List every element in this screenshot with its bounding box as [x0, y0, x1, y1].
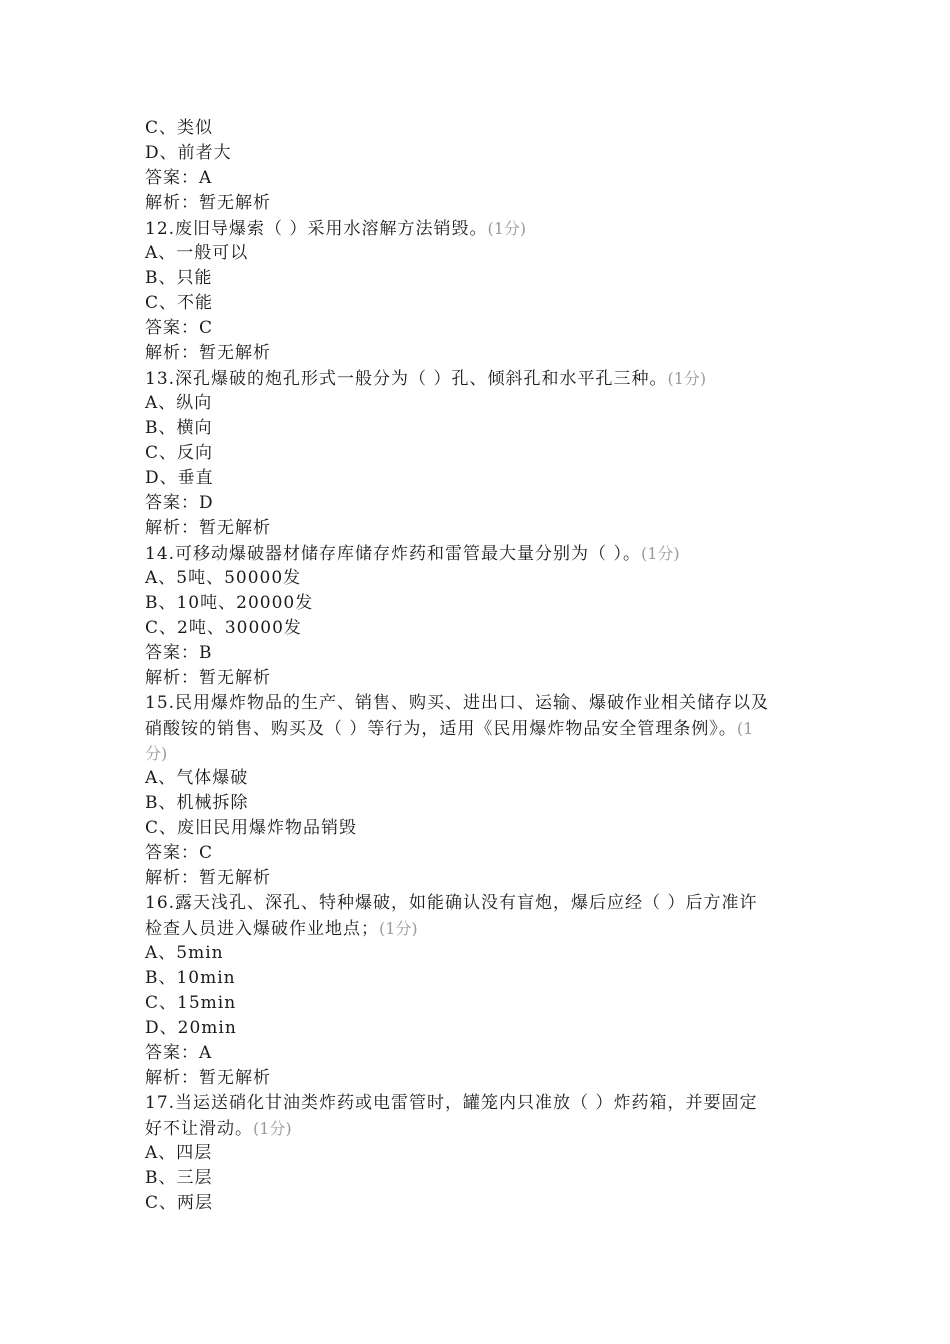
- option-a: A、纵向: [145, 393, 213, 413]
- option-d: D、20min: [145, 1018, 237, 1038]
- question-stem: [145, 216, 810, 241]
- option-c: C、类似: [145, 118, 214, 138]
- option-c: C、两层: [145, 1193, 214, 1213]
- question-text: 12.废旧导爆索（ ）采用水溶解方法销毁。: [145, 219, 488, 239]
- question-score: (1分): [667, 369, 707, 388]
- option-c: C、15min: [145, 993, 237, 1013]
- option-a: A、一般可以: [145, 243, 249, 263]
- option-a: A、气体爆破: [145, 768, 249, 788]
- question-text: 13.深孔爆破的炮孔形式一般分为（ ）孔、倾斜孔和水平孔三种。: [145, 369, 668, 389]
- option-a: A、5吨、50000发: [145, 568, 302, 588]
- question-text: 检查人员进入爆破作业地点；: [145, 919, 379, 939]
- answer: 答案：C: [145, 843, 214, 863]
- question-stem-line: 15.民用爆炸物品的生产、销售、购买、进出口、运输、爆破作业相关储存以及: [145, 693, 770, 713]
- question-score: (1分): [487, 219, 527, 238]
- option-b: B、机械拆除: [145, 793, 249, 813]
- analysis: 解析：暂无解析: [145, 518, 271, 538]
- question-score: (1分): [253, 1119, 292, 1138]
- analysis: 解析：暂无解析: [145, 193, 271, 213]
- document-page: [145, 116, 810, 1216]
- question-stem-line: [145, 716, 810, 741]
- option-c: C、不能: [145, 293, 214, 313]
- analysis: 解析：暂无解析: [145, 343, 271, 363]
- option-a: A、四层: [145, 1143, 213, 1163]
- analysis: 解析：暂无解析: [145, 1068, 271, 1088]
- option-a: A、5min: [145, 943, 224, 963]
- option-c: C、反向: [145, 443, 214, 463]
- question-text: 14.可移动爆破器材储存库储存炸药和雷管最大量分别为（ ）。: [145, 544, 641, 564]
- question-score-continued: [145, 741, 810, 766]
- question-stem-line: [145, 1116, 810, 1141]
- option-c: C、废旧民用爆炸物品销毁: [145, 818, 358, 838]
- analysis: 解析：暂无解析: [145, 668, 271, 688]
- option-b: B、三层: [145, 1168, 213, 1188]
- answer: 答案：A: [145, 1043, 213, 1063]
- answer: 答案：B: [145, 643, 213, 663]
- option-d: D、前者大: [145, 143, 232, 163]
- answer: 答案：A: [145, 168, 213, 188]
- question-text: 硝酸铵的销售、购买及（ ）等行为，适用《民用爆炸物品安全管理条例》。: [145, 719, 737, 739]
- question-score: (1分): [379, 919, 418, 938]
- question-stem-line: 16.露天浅孔、深孔、特种爆破，如能确认没有盲炮，爆后应经（ ）后方准许: [145, 893, 758, 913]
- answer: 答案：D: [145, 493, 214, 513]
- question-text: 好不让滑动。: [145, 1119, 253, 1139]
- option-b: B、10吨、20000发: [145, 593, 314, 613]
- question-stem-line: [145, 916, 810, 941]
- question-stem: [145, 366, 810, 391]
- question-score: (1: [736, 719, 754, 738]
- option-c: C、2吨、30000发: [145, 618, 302, 638]
- option-b: B、横向: [145, 418, 213, 438]
- question-stem: [145, 541, 810, 566]
- question-score: (1分): [640, 544, 680, 563]
- option-d: D、垂直: [145, 468, 214, 488]
- question-score: 分): [145, 744, 168, 763]
- analysis: 解析：暂无解析: [145, 868, 271, 888]
- answer: 答案：C: [145, 318, 214, 338]
- question-stem-line: 17.当运送硝化甘油类炸药或电雷管时，罐笼内只准放（ ）炸药箱，并要固定: [145, 1093, 758, 1113]
- option-b: B、10min: [145, 968, 236, 988]
- option-b: B、只能: [145, 268, 213, 288]
